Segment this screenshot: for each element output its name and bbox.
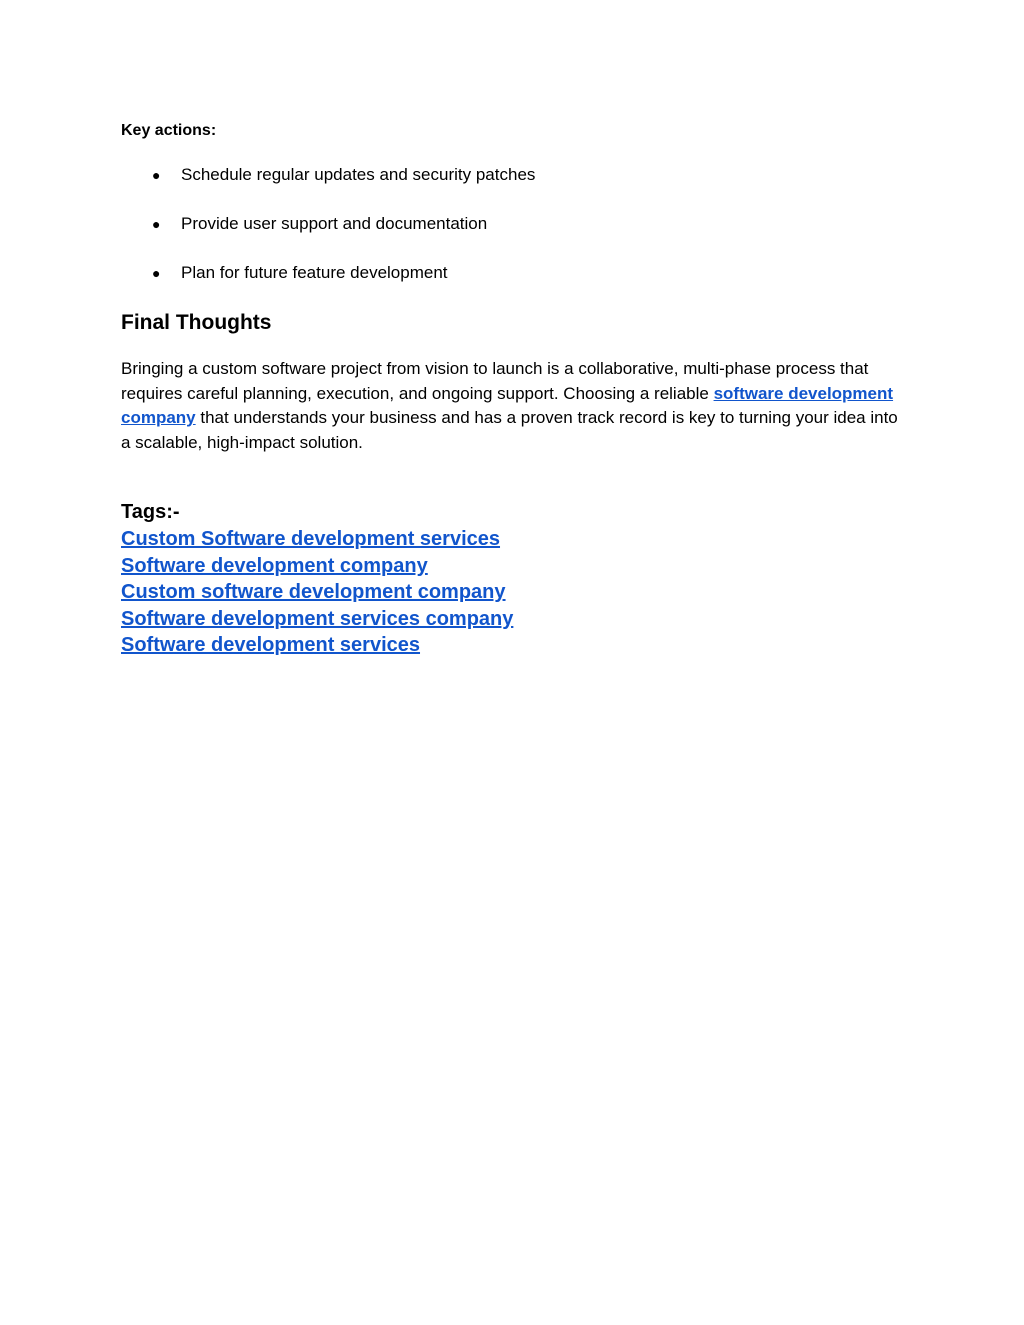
tag-link-software-development-services[interactable]: Software development services [121, 634, 421, 657]
tag-link-software-development-services-company[interactable]: Software development services company [121, 607, 514, 630]
tag-link-custom-software-development-services[interactable]: Custom Software development services [121, 528, 501, 550]
final-thoughts-title: Final Thoughts [121, 311, 272, 334]
key-actions-heading: Key actions: [121, 122, 217, 139]
bullet-icon: ● [152, 265, 161, 281]
tag-item [121, 579, 513, 606]
bullet-icon: ● [152, 167, 161, 183]
software-development-company-link[interactable]: software development company [121, 383, 894, 427]
tag-item [121, 526, 513, 553]
final-thoughts-paragraph [121, 357, 911, 455]
tag-item [121, 632, 513, 659]
list-item-label: Provide user support and documentation [181, 214, 488, 233]
tag-link-software-development-company[interactable]: Software development company [121, 554, 428, 577]
paragraph-text-start: Bringing a custom software project from vision to launch is a collaborative, multi-phase process that requires careful planning, execution, and ongoing support. Choosing a reliable [121, 359, 869, 403]
tags-list [121, 526, 513, 659]
tag-item [121, 606, 513, 633]
list-item-label: Plan for future feature development [181, 263, 448, 282]
bullet-icon: ● [152, 216, 161, 232]
tag-link-custom-software-development-company[interactable]: Custom software development company [121, 581, 506, 604]
tag-item [121, 553, 513, 580]
tags-label: Tags:- [121, 501, 180, 523]
paragraph-text-end: that understands your business and has a proven track record is key to turning your idea into a scalable, high-impact solution. [121, 408, 898, 452]
list-item-label: Schedule regular updates and security patches [181, 165, 536, 184]
